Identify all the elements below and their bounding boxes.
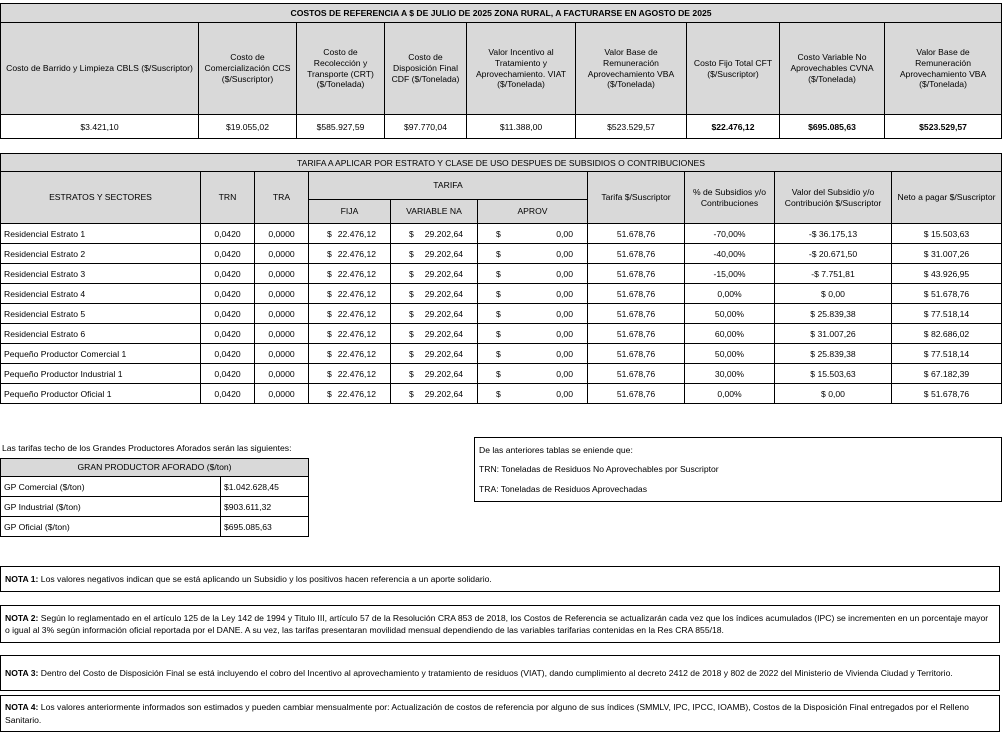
currency-symbol: $ bbox=[496, 288, 501, 299]
header-estratos: ESTRATOS Y SECTORES bbox=[1, 172, 201, 224]
header-tarifa: TARIFA bbox=[309, 172, 588, 200]
tarifa-value: 51.678,76 bbox=[588, 304, 685, 324]
tra-value: 0,0000 bbox=[255, 344, 309, 364]
neto-value: $ 51.678,76 bbox=[892, 384, 1002, 404]
big-producers-header: GRAN PRODUCTOR AFORADO ($/ton) bbox=[1, 459, 309, 477]
aprov-value-amount: 0,00 bbox=[556, 328, 573, 339]
tarifa-value: 51.678,76 bbox=[588, 244, 685, 264]
value-cft: $22.476,12 bbox=[687, 115, 780, 139]
header-ccs: Costo de Comercialización CCS ($/Suscriptor) bbox=[199, 23, 297, 115]
tariff-table bbox=[0, 153, 1002, 404]
fija-value-amount: 22.476,12 bbox=[337, 348, 376, 359]
note-1 bbox=[0, 566, 1000, 592]
header-variable: VARIABLE NA bbox=[391, 200, 478, 224]
pct-value: 60,00% bbox=[685, 324, 775, 344]
table-row bbox=[1, 304, 1002, 324]
table-row bbox=[1, 344, 1002, 364]
currency-symbol: $ bbox=[409, 288, 414, 299]
currency-symbol: $ bbox=[327, 348, 332, 359]
note-2-label: NOTA 2: bbox=[5, 612, 39, 623]
neto-value: $ 31.007,26 bbox=[892, 244, 1002, 264]
variable-value bbox=[391, 364, 478, 384]
fija-value bbox=[309, 324, 391, 344]
tra-value: 0,0000 bbox=[255, 264, 309, 284]
currency-symbol: $ bbox=[496, 248, 501, 259]
header-neto: Neto a pagar $/Suscriptor bbox=[892, 172, 1002, 224]
neto-value: $ 15.503,63 bbox=[892, 224, 1002, 244]
legend-box bbox=[474, 437, 1002, 502]
neto-value: $ 67.182,39 bbox=[892, 364, 1002, 384]
header-tarifa-suscriptor: Tarifa $/Suscriptor bbox=[588, 172, 685, 224]
gp-name: GP Comercial ($/ton) bbox=[1, 477, 221, 497]
aprov-value-amount: 0,00 bbox=[556, 268, 573, 279]
variable-value bbox=[391, 324, 478, 344]
big-producers-body bbox=[1, 477, 309, 537]
currency-symbol: $ bbox=[327, 388, 332, 399]
note-3-label: NOTA 3: bbox=[5, 667, 39, 678]
table-row bbox=[1, 224, 1002, 244]
header-pct-subsidio: % de Subsidios y/o Contribuciones bbox=[685, 172, 775, 224]
estrato-name: Residencial Estrato 4 bbox=[1, 284, 201, 304]
value-cvna: $695.085,63 bbox=[780, 115, 885, 139]
tra-value: 0,0000 bbox=[255, 364, 309, 384]
currency-symbol: $ bbox=[496, 328, 501, 339]
fija-value-amount: 22.476,12 bbox=[337, 368, 376, 379]
aprov-value bbox=[478, 364, 588, 384]
currency-symbol: $ bbox=[409, 308, 414, 319]
gp-value: $903.611,32 bbox=[221, 497, 309, 517]
currency-symbol: $ bbox=[409, 268, 414, 279]
estrato-name: Pequeño Productor Industrial 1 bbox=[1, 364, 201, 384]
legend-tra: TRA: Toneladas de Residuos Aprovechadas bbox=[479, 484, 648, 494]
trn-value: 0,0420 bbox=[201, 224, 255, 244]
note-1-label: NOTA 1: bbox=[5, 573, 39, 584]
value-vba-2: $523.529,57 bbox=[885, 115, 1002, 139]
header-cft: Costo Fijo Total CFT ($/Suscriptor) bbox=[687, 23, 780, 115]
tarifa-value: 51.678,76 bbox=[588, 224, 685, 244]
value-crt: $585.927,59 bbox=[297, 115, 385, 139]
gp-name: GP Oficial ($/ton) bbox=[1, 517, 221, 537]
trn-value: 0,0420 bbox=[201, 244, 255, 264]
valor-subsidio-value: -$ 20.671,50 bbox=[775, 244, 892, 264]
valor-subsidio-value: $ 25.839,38 bbox=[775, 344, 892, 364]
fija-value bbox=[309, 304, 391, 324]
header-tra: TRA bbox=[255, 172, 309, 224]
tra-value: 0,0000 bbox=[255, 384, 309, 404]
header-trn: TRN bbox=[201, 172, 255, 224]
fija-value bbox=[309, 244, 391, 264]
currency-symbol: $ bbox=[327, 228, 332, 239]
pct-value: -15,00% bbox=[685, 264, 775, 284]
tarifa-value: 51.678,76 bbox=[588, 284, 685, 304]
variable-value-amount: 29.202,64 bbox=[424, 368, 463, 379]
variable-value bbox=[391, 284, 478, 304]
variable-value bbox=[391, 304, 478, 324]
reference-costs-header-row bbox=[1, 23, 1002, 115]
neto-value: $ 51.678,76 bbox=[892, 284, 1002, 304]
variable-value bbox=[391, 224, 478, 244]
fija-value-amount: 22.476,12 bbox=[337, 288, 376, 299]
variable-value-amount: 29.202,64 bbox=[424, 288, 463, 299]
header-crt: Costo de Recolección y Transporte (CRT) ($/Tonelada) bbox=[297, 23, 385, 115]
gp-name: GP Industrial ($/ton) bbox=[1, 497, 221, 517]
tariff-title: TARIFA A APLICAR POR ESTRATO Y CLASE DE USO DESPUES DE SUBSIDIOS O CONTRIBUCIONES bbox=[1, 154, 1002, 172]
header-vba-2: Valor Base de Remuneración Aprovechamiento VBA ($/Tonelada) bbox=[885, 23, 1002, 115]
table-row bbox=[1, 517, 309, 537]
aprov-value bbox=[478, 344, 588, 364]
tra-value: 0,0000 bbox=[255, 324, 309, 344]
currency-symbol: $ bbox=[327, 308, 332, 319]
aprov-value-amount: 0,00 bbox=[556, 228, 573, 239]
note-3 bbox=[0, 655, 1000, 691]
currency-symbol: $ bbox=[327, 248, 332, 259]
estrato-name: Residencial Estrato 2 bbox=[1, 244, 201, 264]
variable-value-amount: 29.202,64 bbox=[424, 268, 463, 279]
trn-value: 0,0420 bbox=[201, 264, 255, 284]
neto-value: $ 77.518,14 bbox=[892, 344, 1002, 364]
aprov-value bbox=[478, 324, 588, 344]
tarifa-value: 51.678,76 bbox=[588, 364, 685, 384]
pct-value: 30,00% bbox=[685, 364, 775, 384]
currency-symbol: $ bbox=[409, 248, 414, 259]
valor-subsidio-value: $ 0,00 bbox=[775, 384, 892, 404]
currency-symbol: $ bbox=[496, 348, 501, 359]
variable-value-amount: 29.202,64 bbox=[424, 308, 463, 319]
header-cvna: Costo Variable No Aprovechables CVNA ($/Tonelada) bbox=[780, 23, 885, 115]
value-viat: $11.388,00 bbox=[467, 115, 576, 139]
tarifa-value: 51.678,76 bbox=[588, 324, 685, 344]
fija-value bbox=[309, 364, 391, 384]
tarifa-value: 51.678,76 bbox=[588, 264, 685, 284]
header-aprov: APROV bbox=[478, 200, 588, 224]
valor-subsidio-value: -$ 7.751,81 bbox=[775, 264, 892, 284]
value-cdf: $97.770,04 bbox=[385, 115, 467, 139]
aprov-value bbox=[478, 284, 588, 304]
fija-value-amount: 22.476,12 bbox=[337, 228, 376, 239]
aprov-value bbox=[478, 304, 588, 324]
aprov-value-amount: 0,00 bbox=[556, 368, 573, 379]
valor-subsidio-value: -$ 36.175,13 bbox=[775, 224, 892, 244]
trn-value: 0,0420 bbox=[201, 384, 255, 404]
note-1-text: Los valores negativos indican que se está aplicando un Subsidio y los positivos hacen referencia a un aporte solidario. bbox=[38, 573, 492, 584]
value-ccs: $19.055,02 bbox=[199, 115, 297, 139]
fija-value-amount: 22.476,12 bbox=[337, 388, 376, 399]
header-viat: Valor Incentivo al Tratamiento y Aprovechamiento. VIAT ($/Tonelada) bbox=[467, 23, 576, 115]
table-row bbox=[1, 477, 309, 497]
neto-value: $ 43.926,95 bbox=[892, 264, 1002, 284]
big-producers-table bbox=[0, 458, 309, 537]
note-3-text: Dentro del Costo de Disposición Final se está incluyendo el cobro del Incentivo al aprovechamiento y tratamiento de residuos (VIAT), dando cumplimiento al decreto 2412 de 2018 y 802 de 2022 del Ministerio de Vivienda Ciudad y Territorio. bbox=[38, 667, 953, 678]
table-row bbox=[1, 497, 309, 517]
tarifa-value: 51.678,76 bbox=[588, 344, 685, 364]
fija-value-amount: 22.476,12 bbox=[337, 328, 376, 339]
table-row bbox=[1, 244, 1002, 264]
variable-value-amount: 29.202,64 bbox=[424, 388, 463, 399]
pct-value: -70,00% bbox=[685, 224, 775, 244]
currency-symbol: $ bbox=[409, 348, 414, 359]
fija-value bbox=[309, 284, 391, 304]
note-4-label: NOTA 4: bbox=[5, 702, 39, 713]
table-row bbox=[1, 384, 1002, 404]
pct-value: 0,00% bbox=[685, 384, 775, 404]
variable-value bbox=[391, 244, 478, 264]
aprov-value bbox=[478, 384, 588, 404]
pct-value: -40,00% bbox=[685, 244, 775, 264]
tra-value: 0,0000 bbox=[255, 304, 309, 324]
aprov-value bbox=[478, 224, 588, 244]
reference-costs-values-row bbox=[1, 115, 1002, 139]
pct-value: 50,00% bbox=[685, 304, 775, 324]
variable-value bbox=[391, 264, 478, 284]
legend-trn: TRN: Toneladas de Residuos No Aprovechables por Suscriptor bbox=[479, 464, 719, 474]
header-vba: Valor Base de Remuneración Aprovechamiento VBA ($/Tonelada) bbox=[576, 23, 687, 115]
aprov-value-amount: 0,00 bbox=[556, 288, 573, 299]
currency-symbol: $ bbox=[327, 288, 332, 299]
pct-value: 50,00% bbox=[685, 344, 775, 364]
currency-symbol: $ bbox=[327, 368, 332, 379]
estrato-name: Residencial Estrato 1 bbox=[1, 224, 201, 244]
table-row bbox=[1, 264, 1002, 284]
trn-value: 0,0420 bbox=[201, 304, 255, 324]
currency-symbol: $ bbox=[496, 268, 501, 279]
value-vba: $523.529,57 bbox=[576, 115, 687, 139]
valor-subsidio-value: $ 0,00 bbox=[775, 284, 892, 304]
estrato-name: Pequeño Productor Oficial 1 bbox=[1, 384, 201, 404]
reference-costs-table bbox=[0, 3, 1002, 139]
variable-value bbox=[391, 384, 478, 404]
fija-value bbox=[309, 344, 391, 364]
note-4-text: Los valores anteriormente informados son estimados y pueden cambiar mensualmente por: Actualización de costos de referencia por alguno de sus índices (SMMLV, IPC, IPCC, IOAMB), Costos de la Disposición Final entregados por el Relleno Sanitario. bbox=[5, 702, 969, 725]
gp-value: $695.085,63 bbox=[221, 517, 309, 537]
valor-subsidio-value: $ 25.839,38 bbox=[775, 304, 892, 324]
variable-value bbox=[391, 344, 478, 364]
tra-value: 0,0000 bbox=[255, 244, 309, 264]
aprov-value-amount: 0,00 bbox=[556, 388, 573, 399]
fija-value-amount: 22.476,12 bbox=[337, 248, 376, 259]
valor-subsidio-value: $ 15.503,63 bbox=[775, 364, 892, 384]
value-cbls: $3.421,10 bbox=[1, 115, 199, 139]
note-2-text: Según lo reglamentado en el artículo 125 de la Ley 142 de 1994 y Titulo III, artículo 57 de la Resolución CRA 853 de 2018, los Costos de Referencia se actualizarán cada vez que los índices acumulados (IPC) se incrementen en un porcentaje mayor o igual al 3% según información oficial reportada por el DANE. A su vez, las tarifas presentaran movilidad mensual dependiendo de las variables tarifarias contenidas en la Res CRA 855/18. bbox=[5, 612, 989, 635]
header-cdf: Costo de Disposición Final CDF ($/Tonelada) bbox=[385, 23, 467, 115]
header-fija: FIJA bbox=[309, 200, 391, 224]
trn-value: 0,0420 bbox=[201, 344, 255, 364]
currency-symbol: $ bbox=[409, 328, 414, 339]
estrato-name: Residencial Estrato 6 bbox=[1, 324, 201, 344]
tra-value: 0,0000 bbox=[255, 284, 309, 304]
aprov-value bbox=[478, 264, 588, 284]
neto-value: $ 77.518,14 bbox=[892, 304, 1002, 324]
estrato-name: Residencial Estrato 5 bbox=[1, 304, 201, 324]
table-row bbox=[1, 284, 1002, 304]
currency-symbol: $ bbox=[496, 228, 501, 239]
header-cbls: Costo de Barrido y Limpieza CBLS ($/Suscriptor) bbox=[1, 23, 199, 115]
gp-value: $1.042.628,45 bbox=[221, 477, 309, 497]
tarifa-value: 51.678,76 bbox=[588, 384, 685, 404]
currency-symbol: $ bbox=[409, 228, 414, 239]
currency-symbol: $ bbox=[327, 328, 332, 339]
note-4 bbox=[0, 695, 1000, 732]
trn-value: 0,0420 bbox=[201, 324, 255, 344]
tariff-body bbox=[1, 224, 1002, 404]
currency-symbol: $ bbox=[409, 368, 414, 379]
variable-value-amount: 29.202,64 bbox=[424, 228, 463, 239]
header-valor-subsidio: Valor del Subsidio y/o Contribución $/Suscriptor bbox=[775, 172, 892, 224]
reference-costs-title: COSTOS DE REFERENCIA A $ DE JULIO DE 2025 ZONA RURAL, A FACTURARSE EN AGOSTO DE 2025 bbox=[1, 4, 1002, 23]
pct-value: 0,00% bbox=[685, 284, 775, 304]
aprov-value-amount: 0,00 bbox=[556, 348, 573, 359]
valor-subsidio-value: $ 31.007,26 bbox=[775, 324, 892, 344]
table-row bbox=[1, 364, 1002, 384]
fija-value-amount: 22.476,12 bbox=[337, 308, 376, 319]
tra-value: 0,0000 bbox=[255, 224, 309, 244]
variable-value-amount: 29.202,64 bbox=[424, 328, 463, 339]
aprov-value-amount: 0,00 bbox=[556, 308, 573, 319]
estrato-name: Pequeño Productor Comercial 1 bbox=[1, 344, 201, 364]
fija-value bbox=[309, 384, 391, 404]
estrato-name: Residencial Estrato 3 bbox=[1, 264, 201, 284]
trn-value: 0,0420 bbox=[201, 284, 255, 304]
currency-symbol: $ bbox=[496, 388, 501, 399]
neto-value: $ 82.686,02 bbox=[892, 324, 1002, 344]
fija-value-amount: 22.476,12 bbox=[337, 268, 376, 279]
note-2 bbox=[0, 605, 1000, 643]
variable-value-amount: 29.202,64 bbox=[424, 348, 463, 359]
currency-symbol: $ bbox=[496, 368, 501, 379]
aprov-value bbox=[478, 244, 588, 264]
trn-value: 0,0420 bbox=[201, 364, 255, 384]
currency-symbol: $ bbox=[496, 308, 501, 319]
fija-value bbox=[309, 224, 391, 244]
fija-value bbox=[309, 264, 391, 284]
table-row bbox=[1, 324, 1002, 344]
legend-title: De las anteriores tablas se eniende que: bbox=[479, 445, 633, 455]
currency-symbol: $ bbox=[327, 268, 332, 279]
variable-value-amount: 29.202,64 bbox=[424, 248, 463, 259]
aprov-value-amount: 0,00 bbox=[556, 248, 573, 259]
currency-symbol: $ bbox=[409, 388, 414, 399]
big-producers-intro: Las tarifas techo de los Grandes Productores Aforados serán las siguientes: bbox=[2, 443, 292, 453]
